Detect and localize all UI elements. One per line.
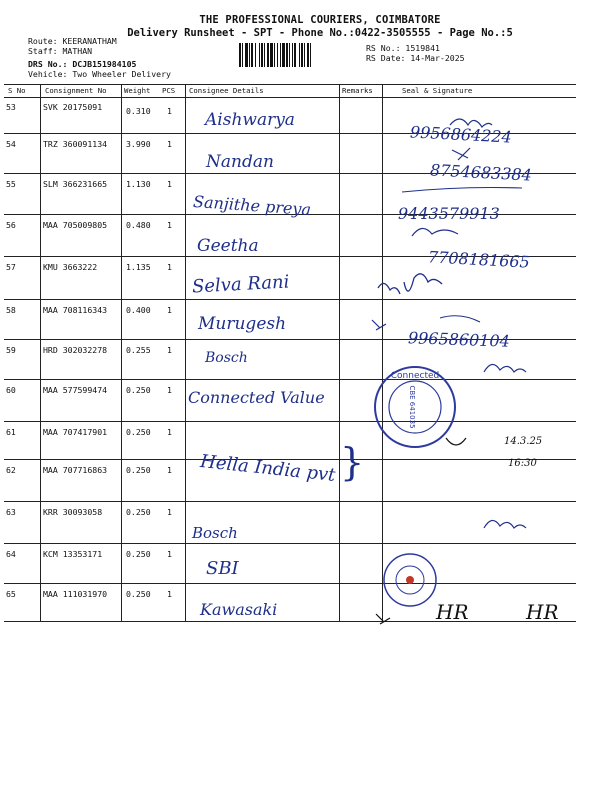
barcode-image [238, 43, 356, 67]
row-weight: 0.250 [126, 589, 151, 599]
row-pcs: 1 [167, 106, 172, 116]
row-consignment: MAA 111031970 [43, 589, 108, 599]
col-consignment: Consignment No [45, 86, 107, 95]
table-row [4, 543, 576, 584]
stamp-code: CBE 641035 [408, 385, 416, 429]
vehicle-label: Vehicle: Two Wheeler Delivery [28, 69, 171, 79]
row-pcs: 1 [167, 262, 172, 272]
row-weight: 0.250 [126, 427, 151, 437]
row-weight: 1.130 [126, 179, 151, 189]
col-sno: S No [8, 86, 26, 95]
row-sno: 61 [6, 427, 16, 437]
row-pcs: 1 [167, 179, 172, 189]
runsheet-meta-left [28, 36, 171, 79]
row-pcs: 1 [167, 139, 172, 149]
row-sno: 56 [6, 220, 16, 230]
col-weight: Weight [124, 86, 151, 95]
rs-date: RS Date: 14-Mar-2025 [366, 53, 465, 63]
hr-signature: HR [526, 600, 559, 624]
row-weight: 1.135 [126, 262, 151, 272]
stamp-label: Connected [390, 371, 440, 381]
consignee-handwriting: Murugesh [198, 314, 287, 334]
remarks-brace-mark: } [340, 440, 365, 484]
row-consignment: MAA 705009805 [43, 220, 108, 230]
row-sno: 59 [6, 345, 16, 355]
route-label: Route: KEERANATHAM [28, 36, 117, 46]
row-pcs: 1 [167, 385, 172, 395]
row-weight: 0.310 [126, 106, 151, 116]
row-consignment: TRZ 360091134 [43, 139, 108, 149]
phone-handwriting: 9443579913 [398, 204, 500, 223]
consignee-handwriting: Selva Rani [191, 271, 290, 298]
rs-number: RS No.: 1519841 [366, 43, 440, 53]
row-consignment: KMU 3663222 [43, 262, 98, 272]
row-consignment: MAA 707417901 [43, 427, 108, 437]
consignee-handwriting: Nandan [206, 152, 274, 172]
row-weight: 0.255 [126, 345, 151, 355]
row-sno: 65 [6, 589, 16, 599]
consignee-handwriting: Sanjithe preya [192, 191, 312, 220]
row-weight: 0.480 [126, 220, 151, 230]
phone-handwriting: 7708181665 [427, 247, 531, 272]
table-row [4, 501, 576, 544]
row-pcs: 1 [167, 589, 172, 599]
row-sno: 57 [6, 262, 16, 272]
row-sno: 58 [6, 305, 16, 315]
row-consignment: KCM 13353171 [43, 549, 103, 559]
consignee-handwriting: Bosch [192, 524, 238, 542]
row-sno: 55 [6, 179, 16, 189]
hr-signature: HR [436, 600, 469, 624]
consignee-handwriting: SBI [206, 558, 239, 579]
row-consignment: KRR 30093058 [43, 507, 103, 517]
row-consignment: SVK 20175091 [43, 102, 103, 112]
phone-handwriting: 8754683384 [429, 160, 533, 185]
row-sno: 53 [6, 102, 16, 112]
drs-number: DRS No.: DCJB151984105 [28, 59, 137, 69]
table-row [4, 421, 576, 460]
row-pcs: 1 [167, 427, 172, 437]
delivery-date-note: 14.3.25 [504, 436, 543, 447]
row-sno: 63 [6, 507, 16, 517]
consignee-handwriting: Aishwarya [205, 110, 295, 130]
row-consignment: SLM 366231665 [43, 179, 108, 189]
row-pcs: 1 [167, 549, 172, 559]
row-pcs: 1 [167, 465, 172, 475]
col-pcs: PCS [162, 86, 176, 95]
row-weight: 3.990 [126, 139, 151, 149]
row-sno: 62 [6, 465, 16, 475]
company-stamp [370, 362, 460, 452]
consignee-handwriting: Bosch [205, 350, 248, 366]
col-consignee: Consignee Details [189, 86, 264, 95]
row-sno: 60 [6, 385, 16, 395]
col-remarks: Remarks [342, 86, 373, 95]
consignee-handwriting: Connected Value [188, 388, 325, 407]
col-seal: Seal & Signature [402, 86, 473, 95]
row-consignment: MAA 707716863 [43, 465, 108, 475]
phone-handwriting: 9965860104 [407, 328, 511, 351]
row-weight: 0.250 [126, 549, 151, 559]
staff-label: Staff: MATHAN [28, 46, 93, 56]
consignee-handwriting: Geetha [197, 236, 259, 256]
runsheet-meta-right [366, 43, 465, 63]
row-sno: 54 [6, 139, 16, 149]
company-title: THE PROFESSIONAL COURIERS, COIMBATORE [199, 14, 441, 26]
delivery-time-note: 16:30 [508, 458, 537, 469]
row-consignment: MAA 708116343 [43, 305, 108, 315]
phone-handwriting: 9956864224 [409, 122, 513, 147]
row-weight: 0.250 [126, 465, 151, 475]
row-weight: 0.250 [126, 507, 151, 517]
row-pcs: 1 [167, 305, 172, 315]
row-pcs: 1 [167, 345, 172, 355]
row-weight: 0.400 [126, 305, 151, 315]
table-row [4, 583, 576, 622]
runsheet-subtitle: Delivery Runsheet - SPT - Phone No.:0422-3505555 - Page No.:5 [127, 27, 513, 39]
row-weight: 0.250 [126, 385, 151, 395]
row-consignment: MAA 577599474 [43, 385, 108, 395]
row-pcs: 1 [167, 507, 172, 517]
consignee-handwriting: Hella India pvt [199, 450, 337, 487]
row-pcs: 1 [167, 220, 172, 230]
row-consignment: HRD 302032278 [43, 345, 108, 355]
consignee-handwriting: Kawasaki [200, 600, 278, 619]
row-sno: 64 [6, 549, 16, 559]
bank-stamp [380, 550, 440, 610]
